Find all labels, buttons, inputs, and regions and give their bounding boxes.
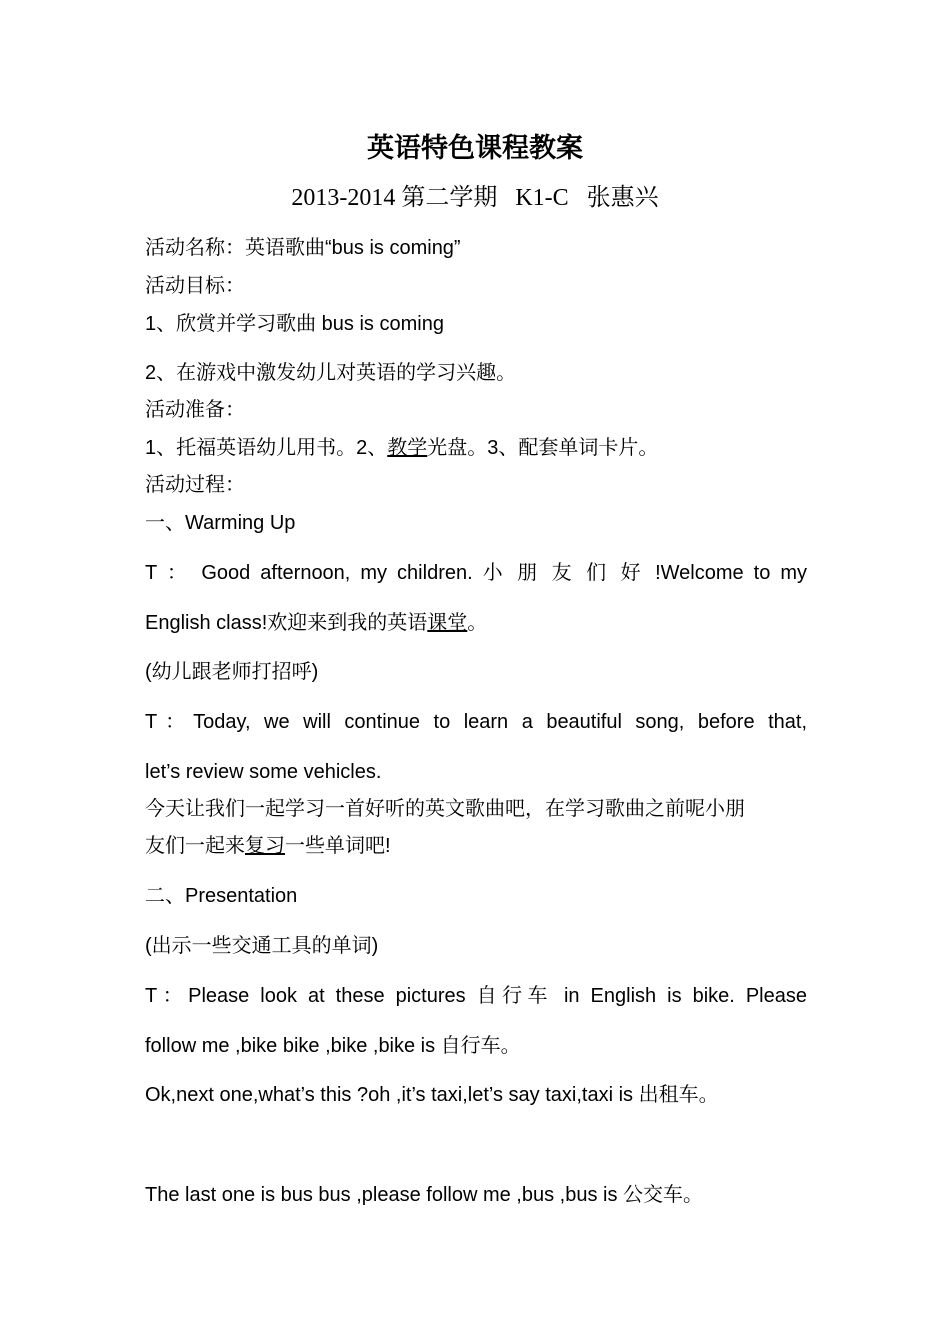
review-text-c: 一些单词吧! [285,835,391,857]
teacher-line-3c: Ok,next one,what’s this ?oh ,it’s taxi,let’s say taxi,taxi is 出租车。 [145,1084,719,1106]
prep-link-teaching: 教学 [387,437,428,459]
teacher-line-3b: follow me ,bike bike ,bike ,bike is 自行车。 [145,1035,521,1057]
goal-heading: 活动目标： [145,275,245,297]
goal-item-2: 2、在游戏中激发幼儿对英语的学习兴趣。 [145,362,517,384]
note-vehicles: (出示一些交通工具的单词) [145,935,379,957]
teacher-line-3a: T：Please look at these pictures 自行车 in English is bike. Please [145,985,807,1007]
teacher-underline-classroom: 课堂 [427,612,468,634]
teacher-line-1b [145,609,807,637]
prep-items [145,434,807,462]
review-text-a: 友们一起来 [145,835,245,857]
teacher-line-2d [145,832,807,860]
prep-text-a: 1、托福英语幼儿用书。2、 [145,437,388,459]
review-underline: 复习 [245,835,285,857]
section-warming-up: 一、Warming Up [145,512,296,534]
prep-text-c: 光盘。3、配套单词卡片。 [427,437,659,459]
note-greeting: (幼儿跟老师打招呼) [145,661,319,683]
prep-heading: 活动准备： [145,399,245,421]
section-presentation: 二、Presentation [145,885,298,907]
document-subtitle: 2013-2014 第二学期 K1-C 张惠兴 [291,185,659,211]
teacher-line-2c: 今天让我们一起学习一首好听的英文歌曲吧，在学习歌曲之前呢小朋 [145,798,745,820]
teacher-text-c: 。 [467,612,488,634]
teacher-line-2a: T：Today, we will continue to learn a beautiful song, before that, [145,711,807,733]
activity-name: 活动名称：英语歌曲“bus is coming” [145,237,461,259]
teacher-line-2b: let’s review some vehicles. [145,761,382,783]
process-heading: 活动过程： [145,474,245,496]
teacher-line-3d: The last one is bus bus ,please follow me ,bus ,bus is 公交车。 [145,1184,704,1206]
teacher-text-a: English class!欢迎来到我的英语 [145,612,428,634]
document-title: 英语特色课程教案 [367,133,583,164]
goal-item-1: 1、欣赏并学习歌曲 bus is coming [145,313,444,335]
teacher-line-1a: T ： Good afternoon, my children. 小 朋 友 们 好 !Welcome to my [145,562,807,584]
